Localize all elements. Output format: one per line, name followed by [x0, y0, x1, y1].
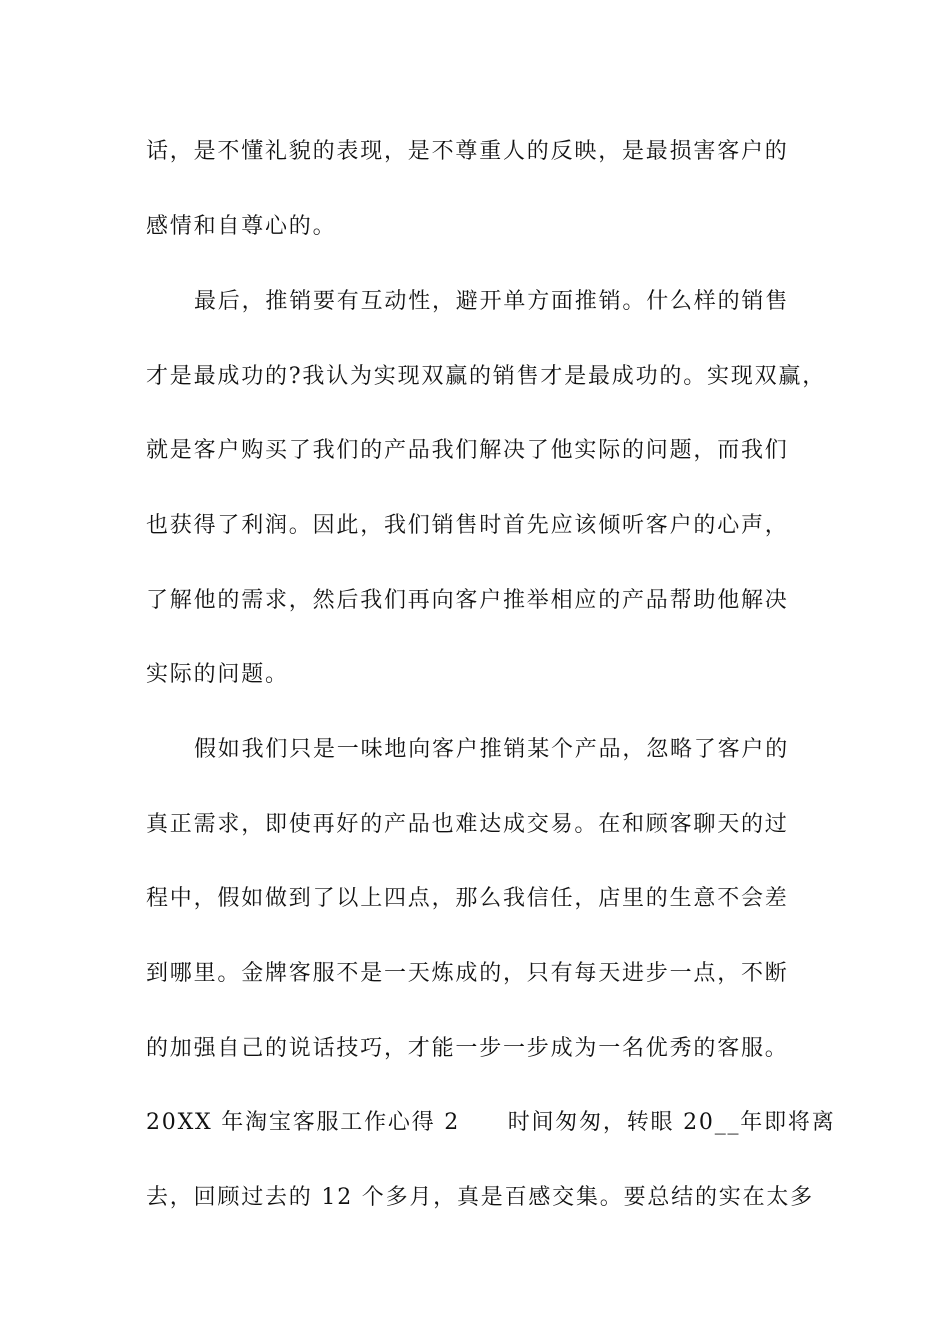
text-line: 话，是不懂礼貌的表现，是不尊重人的反映，是最损害客户的: [146, 139, 789, 164]
text-line: 到哪里。金牌客服不是一天炼成的，只有每天进步一点，不断: [146, 961, 789, 986]
text-line: 程中，假如做到了以上四点，那么我信任，店里的生意不会差: [146, 886, 789, 911]
text-line: 也获得了利润。因此，我们销售时首先应该倾听客户的心声，: [146, 513, 789, 538]
section-heading-line: 20XX 年淘宝客服工作心得 2 时间匆匆，转眼 20__年即将离: [146, 1110, 836, 1135]
text-line: 感情和自尊心的。: [146, 214, 337, 239]
text-line: 真正需求，即使再好的产品也难达成交易。在和顾客聊天的过: [146, 812, 789, 837]
text-line: 才是最成功的?我认为实现双赢的销售才是最成功的。实现双赢，: [146, 364, 826, 389]
text-line: 的加强自己的说话技巧，才能一步一步成为一名优秀的客服。: [146, 1036, 789, 1061]
text-line: 实际的问题。: [146, 662, 289, 687]
text-line: 就是客户购买了我们的产品我们解决了他实际的问题，而我们: [146, 438, 789, 463]
text-line: 去，回顾过去的 12 个多月，真是百感交集。要总结的实在太多: [146, 1185, 814, 1210]
paragraph-start-line: 最后，推销要有互动性，避开单方面推销。什么样的销售: [194, 289, 790, 314]
paragraph-start-line: 假如我们只是一味地向客户推销某个产品，忽略了客户的: [194, 737, 790, 762]
text-line: 了解他的需求，然后我们再向客户推举相应的产品帮助他解决: [146, 588, 789, 613]
